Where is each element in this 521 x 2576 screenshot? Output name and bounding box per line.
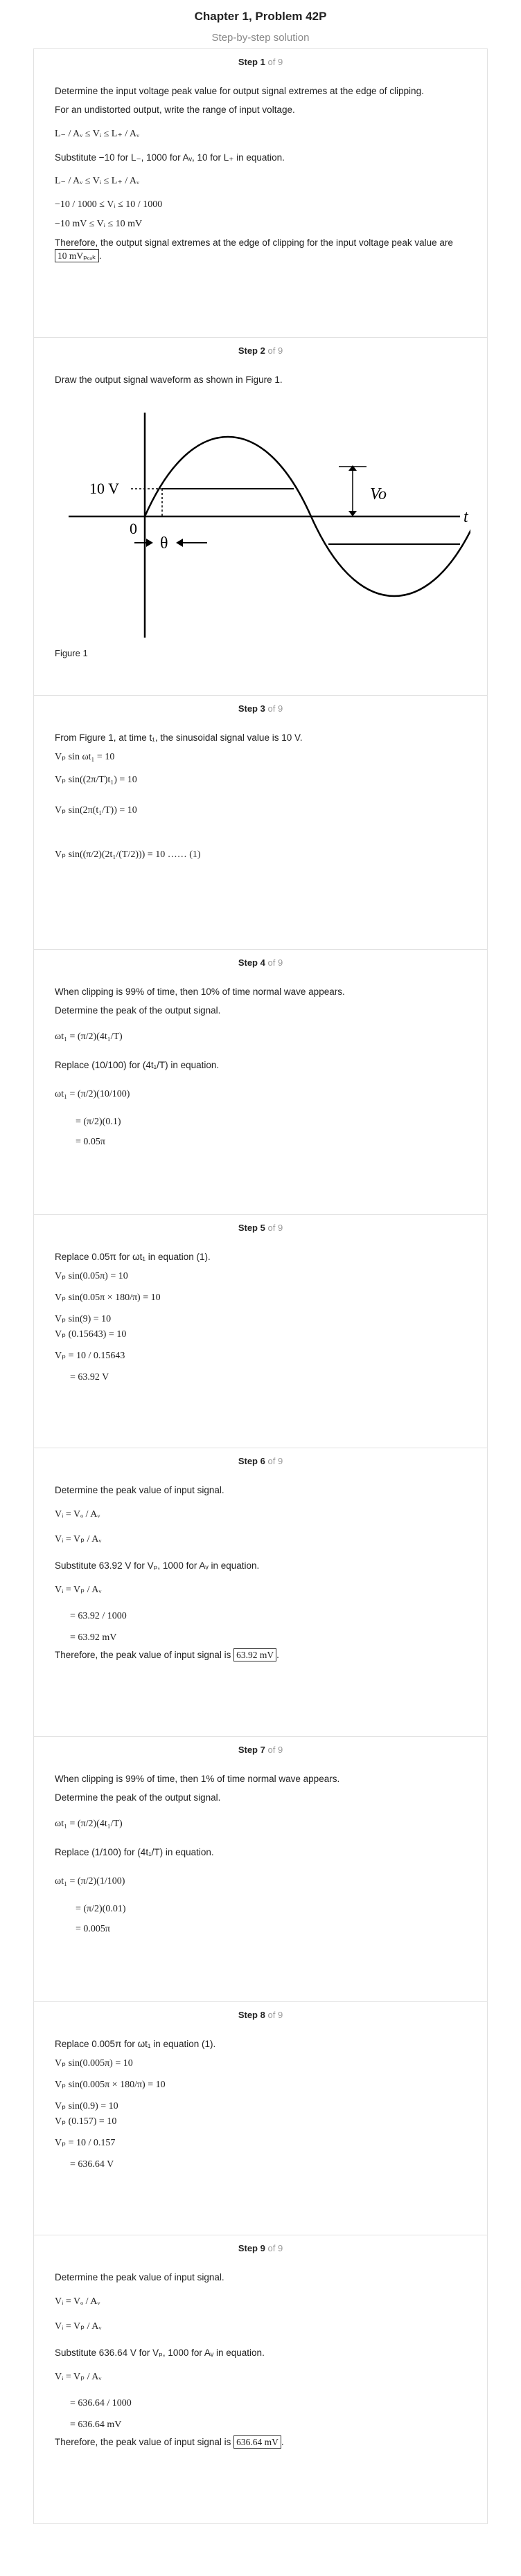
step-header: Step 2 of 9 [238, 345, 283, 356]
math-line: Vₚ sin(0.005π) = 10 [55, 2058, 133, 2069]
label-vo: Vo [370, 485, 387, 503]
step-header: Step 6 of 9 [238, 1456, 283, 1466]
label-10v: 10 V [89, 480, 119, 497]
math-line: Vₚ (0.157) = 10 [55, 2116, 117, 2127]
math-line: ωt₁ = (π/2)(4t₁/T) [55, 1819, 123, 1829]
step-text: From Figure 1, at time t₁, the sinusoidal signal value is 10 V. [55, 732, 303, 743]
label-theta: θ [160, 534, 168, 552]
math-line: = 636.64 V [70, 2159, 114, 2170]
math-line: L₋ / Aᵥ ≤ Vᵢ ≤ L₊ / Aᵥ [55, 176, 140, 186]
math-line: = 63.92 / 1000 [70, 1611, 127, 1621]
math-line: = 63.92 mV [70, 1632, 117, 1643]
step-8 [33, 2001, 488, 2235]
step-9 [33, 2235, 488, 2524]
step-text: Replace (1/100) for (4t₁/T) in equation. [55, 1847, 214, 1857]
math-line: Vₚ sin((π/2)(2t₁/(T/2))) = 10 …… (1) [55, 849, 201, 860]
step-header: Step 3 of 9 [238, 703, 283, 714]
math-line: = (π/2)(0.1) [76, 1117, 121, 1127]
math-line: Vₚ sin(0.9) = 10 [55, 2101, 118, 2111]
math-line: L₋ / Aᵥ ≤ Vᵢ ≤ L₊ / Aᵥ [55, 129, 140, 139]
math-line: −10 mV ≤ Vᵢ ≤ 10 mV [55, 219, 143, 229]
math-line: = 636.64 / 1000 [70, 2398, 132, 2408]
step-5 [33, 1214, 488, 1448]
step-text: Replace 0.05π for ωt₁ in equation (1). [55, 1252, 211, 1262]
step-header: Step 4 of 9 [238, 957, 283, 968]
step-text: Determine the input voltage peak value for output signal extremes at the edge of clipping. [55, 86, 424, 96]
figure-caption: Figure 1 [55, 648, 88, 658]
step-6 [33, 1448, 488, 1736]
step-text: Draw the output signal waveform as shown in Figure 1. [55, 375, 283, 385]
step-header: Step 7 of 9 [238, 1745, 283, 1755]
step-3 [33, 695, 488, 949]
step-text: For an undistorted output, write the range of input voltage. [55, 105, 295, 115]
math-line: = 636.64 mV [70, 2420, 122, 2430]
step-header: Step 5 of 9 [238, 1223, 283, 1233]
math-line: = (π/2)(0.01) [76, 1904, 126, 1914]
label-t: t [463, 508, 468, 526]
math-line: Vₚ sin(2π(t₁/T)) = 10 [55, 805, 137, 816]
math-line: Vᵢ = Vₒ / Aᵥ [55, 1509, 100, 1520]
math-line: Vᵢ = Vₒ / Aᵥ [55, 2296, 100, 2307]
answer-box: 10 mVₚₑₐₖ [55, 249, 99, 262]
step-text: Substitute −10 for L₋, 1000 for Aᵥ, 10 for L₊ in equation. [55, 152, 285, 163]
step-text: Substitute 636.64 V for Vₚ, 1000 for Aᵥ in equation. [55, 2348, 265, 2358]
math-line: = 63.92 V [70, 1372, 109, 1382]
page-subtitle: Step-by-step solution [211, 32, 310, 44]
step-text: When clipping is 99% of time, then 10% of time normal wave appears. [55, 987, 345, 997]
math-line: Vₚ sin(0.05π × 180/π) = 10 [55, 1292, 161, 1303]
conclusion-text: Therefore, the peak value of input signal is 636.64 mV . [55, 2437, 284, 2447]
math-line: = 0.05π [76, 1137, 105, 1147]
step-2 [33, 337, 488, 695]
math-line: Vₚ sin(0.005π × 180/π) = 10 [55, 2080, 166, 2090]
step-4 [33, 949, 488, 1214]
step-header: Step 1 of 9 [238, 57, 283, 67]
answer-box: 636.64 mV [233, 2435, 281, 2449]
conclusion-text: Therefore, the peak value of input signal is 63.92 mV . [55, 1650, 279, 1660]
math-line: Vₚ sin ωt₁ = 10 [55, 752, 115, 762]
math-line: Vₚ = 10 / 0.157 [55, 2138, 116, 2148]
step-text: Replace 0.005π for ωt₁ in equation (1). [55, 2039, 216, 2049]
math-line: ωt₁ = (π/2)(10/100) [55, 1089, 130, 1099]
math-line: Vₚ (0.15643) = 10 [55, 1329, 127, 1340]
math-line: Vᵢ = Vₚ / Aᵥ [55, 1585, 102, 1595]
label-zero: 0 [130, 520, 137, 537]
step-1 [33, 48, 488, 337]
step-text: Determine the peak value of input signal. [55, 2272, 224, 2282]
math-line: Vᵢ = Vₚ / Aᵥ [55, 2321, 102, 2332]
step-7 [33, 1736, 488, 2001]
math-line: ωt₁ = (π/2)(4t₁/T) [55, 1032, 123, 1042]
math-line: = 0.005π [76, 1924, 110, 1934]
math-line: Vₚ = 10 / 0.15643 [55, 1351, 125, 1361]
math-line: Vₚ sin(9) = 10 [55, 1314, 112, 1324]
step-header: Step 9 of 9 [238, 2243, 283, 2253]
math-line: Vₚ sin((2π/T)t₁) = 10 [55, 775, 137, 785]
math-line: Vᵢ = Vₚ / Aᵥ [55, 2372, 102, 2382]
step-text: Replace (10/100) for (4t₁/T) in equation. [55, 1060, 220, 1070]
step-text: Determine the peak of the output signal. [55, 1792, 221, 1803]
math-line: Vᵢ = Vₚ / Aᵥ [55, 1534, 102, 1544]
waveform-figure [55, 392, 470, 641]
page-title: Chapter 1, Problem 42P [194, 10, 327, 23]
step-header: Step 8 of 9 [238, 2010, 283, 2020]
step-text: Determine the peak of the output signal. [55, 1005, 221, 1016]
step-text: Determine the peak value of input signal. [55, 1485, 224, 1495]
conclusion-text: Therefore, the output signal extremes at the edge of clipping for the input voltage peak value are 10 mVₚₑₐₖ . [55, 237, 453, 261]
math-line: Vₚ sin(0.05π) = 10 [55, 1271, 128, 1281]
math-line: −10 / 1000 ≤ Vᵢ ≤ 10 / 1000 [55, 199, 163, 210]
step-text: When clipping is 99% of time, then 1% of time normal wave appears. [55, 1774, 340, 1784]
math-line: ωt₁ = (π/2)(1/100) [55, 1876, 125, 1886]
answer-box: 63.92 mV [233, 1648, 276, 1661]
step-text: Substitute 63.92 V for Vₚ, 1000 for Aᵥ in equation. [55, 1560, 260, 1571]
